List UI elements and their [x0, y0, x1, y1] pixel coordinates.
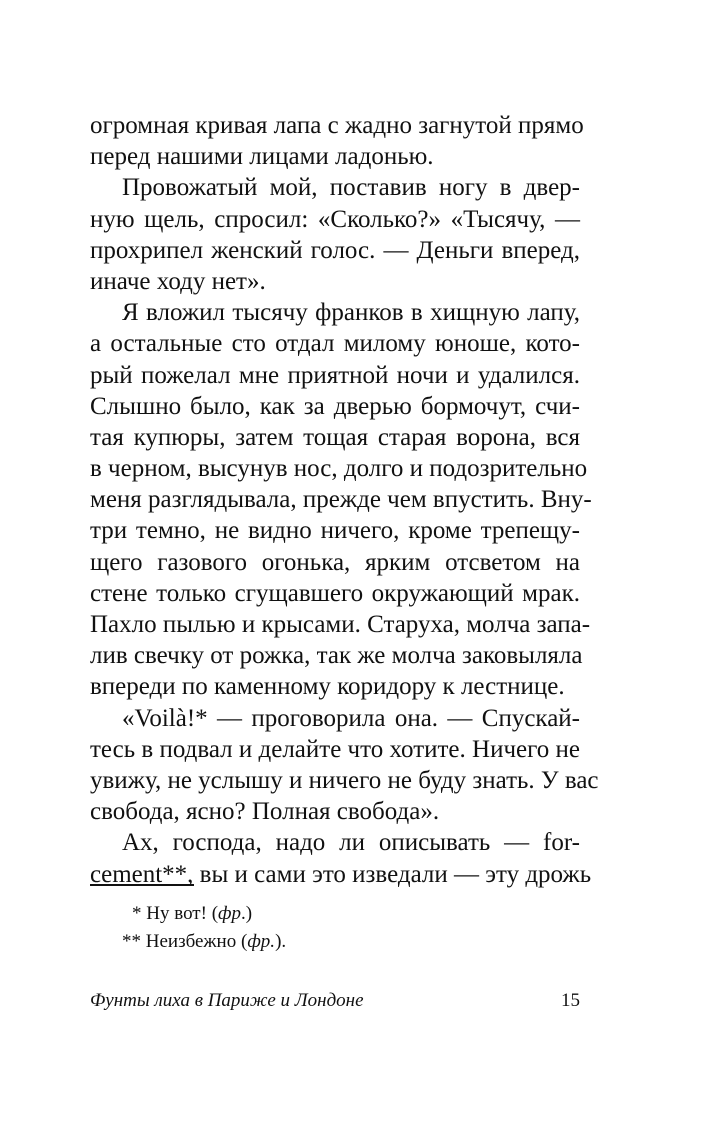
- text-line: Провожатый мой, поставив ногу в двер-: [122, 174, 580, 202]
- text-line: иначе ходу нет».: [90, 267, 266, 295]
- text-line: щего газового огонька, ярким отсветом на: [90, 548, 580, 576]
- text-line: тесь в подвал и делайте что хотите. Ничего не: [90, 735, 580, 763]
- text-line: три темно, не видно ничего, кроме трепещу-: [90, 517, 580, 545]
- text-line: перед нашими лицами ладонью.: [90, 143, 434, 171]
- text-line: лив свечку от рожка, так же молча заковыляла: [90, 642, 583, 670]
- text-line: Я вложил тысячу франков в хищную лапу,: [122, 299, 580, 327]
- text-line: свобода, ясно? Полная свобода».: [90, 798, 440, 826]
- text-line: прохрипел женский голос. — Деньги вперед,: [90, 236, 580, 264]
- text-line: в черном, высунув нос, долго и подозрительно: [90, 455, 588, 483]
- text-line: стене только сгущавшего окружающий мрак.: [90, 579, 580, 607]
- footnote-1: * Ну вот! (фр.): [132, 903, 253, 924]
- text-line: а остальные сто отдал милому юноше, кото-: [90, 330, 580, 358]
- text-line: увижу, не услышу и ничего не буду знать. У вас: [90, 766, 599, 794]
- footnote-rule: [90, 884, 194, 886]
- body-text: [90, 110, 599, 890]
- text-line: cement**, вы и сами это изведали — эту дрожь: [90, 860, 592, 888]
- text-line: Пахло пылью и крысами. Старуха, молча запа-: [90, 611, 591, 638]
- footnotes: [122, 900, 286, 956]
- text-line: «Voilà!* — проговорила она. — Спускай-: [122, 704, 580, 732]
- running-title: Фунты лиха в Париже и Лондоне: [90, 990, 364, 1011]
- text-line: огромная кривая лапа с жадно загнутой прямо: [90, 112, 584, 139]
- page-number: 15: [561, 990, 580, 1011]
- text-line: ную щель, спросил: «Сколько?» «Тысячу, —: [90, 205, 580, 233]
- text-line: меня разглядывала, прежде чем впустить. Вну-: [90, 486, 592, 514]
- text-line: Слышно было, как за дверью бормочут, счи-: [90, 392, 580, 420]
- page-footer: [90, 990, 580, 1012]
- text-line: Ах, господа, надо ли описывать — for-: [122, 829, 580, 857]
- text-line: рый пожелал мне приятной ночи и удалился.: [90, 361, 580, 389]
- text-line: тая купюры, затем тощая старая ворона, вся: [90, 423, 580, 451]
- text-line: впереди по каменному коридору к лестнице.: [90, 673, 565, 701]
- footnote-2: ** Неизбежно (фр.).: [122, 931, 287, 952]
